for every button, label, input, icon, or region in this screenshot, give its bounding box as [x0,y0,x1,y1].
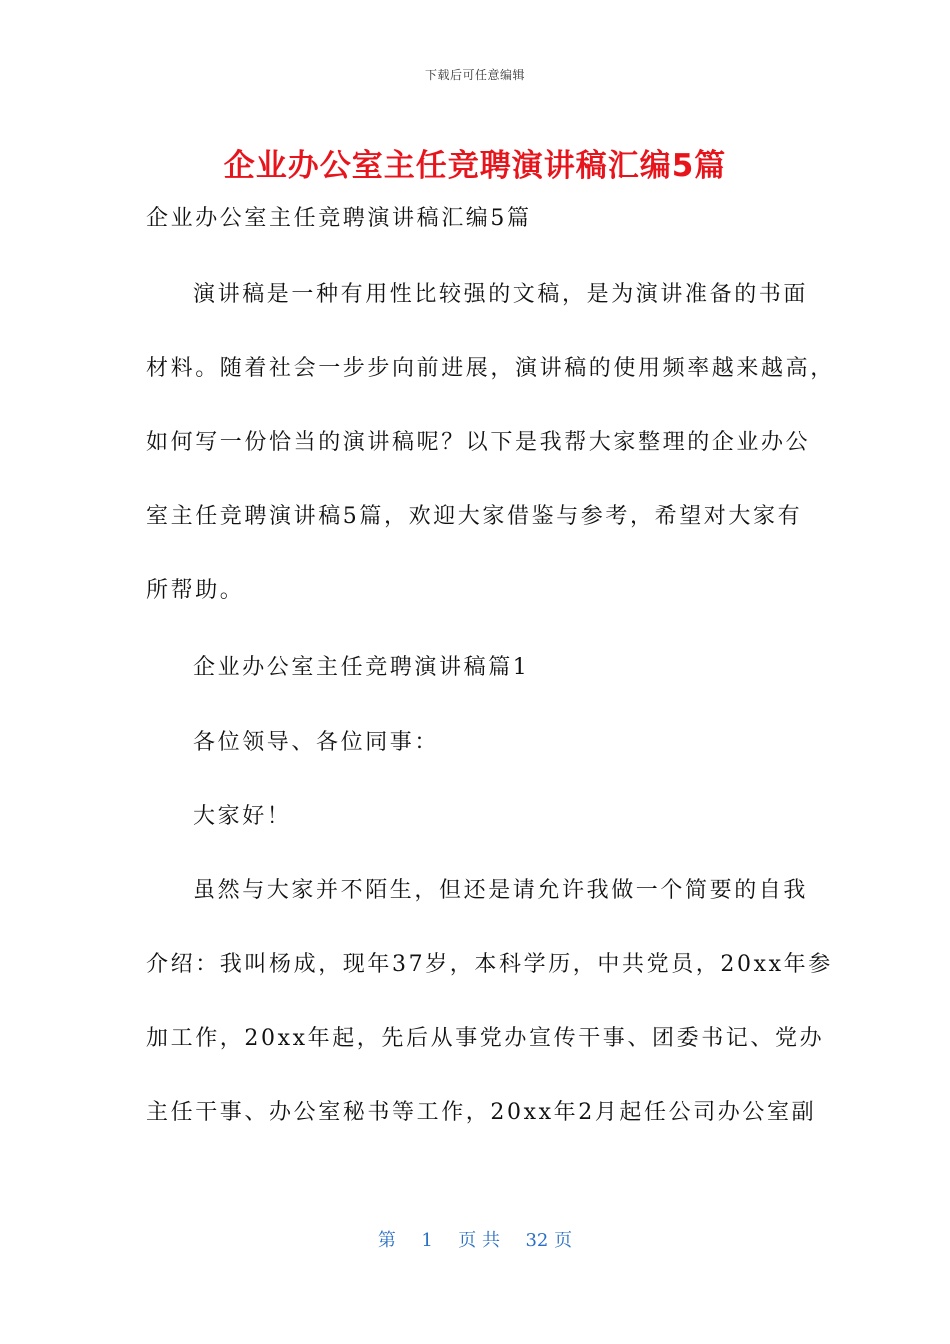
footer-current-page: 1 [421,1230,433,1251]
paragraph-line: 室主任竞聘演讲稿5篇，欢迎大家借鉴与参考，希望对大家有 [146,504,803,529]
footer-total-pages: 32 [525,1230,549,1251]
footer-suffix: 页 [554,1230,573,1251]
paragraph-line: 加工作，20xx年起，先后从事党办宣传干事、团委书记、党办 [146,1026,825,1051]
document-title: 企业办公室主任竞聘演讲稿汇编5篇 [223,148,727,184]
paragraph-line: 主任干事、办公室秘书等工作，20xx年2月起任公司办公室副 [146,1100,817,1125]
subtitle-line: 企业办公室主任竞聘演讲稿汇编5篇 [146,206,532,231]
greeting: 大家好！ [193,804,292,829]
salutation: 各位领导、各位同事： [193,730,440,755]
paragraph-line: 介绍：我叫杨成，现年37岁，本科学历，中共党员，20xx年参 [146,952,833,977]
section-heading: 企业办公室主任竞聘演讲稿篇1 [193,655,530,680]
page-footer [0,1226,950,1252]
footer-prefix: 第 [377,1230,396,1251]
paragraph-line: 如何写一份恰当的演讲稿呢？以下是我帮大家整理的企业办公 [146,430,811,455]
paragraph-line: 演讲稿是一种有用性比较强的文稿，是为演讲准备的书面 [193,282,809,307]
paragraph-line: 所帮助。 [146,578,245,603]
paragraph-line: 虽然与大家并不陌生，但还是请允许我做一个简要的自我 [193,878,809,903]
footer-middle: 页 共 [458,1230,500,1251]
paragraph-line: 材料。随着社会一步步向前进展，演讲稿的使用频率越来越高， [146,356,835,381]
header-note: 下载后可任意编辑 [424,68,525,82]
